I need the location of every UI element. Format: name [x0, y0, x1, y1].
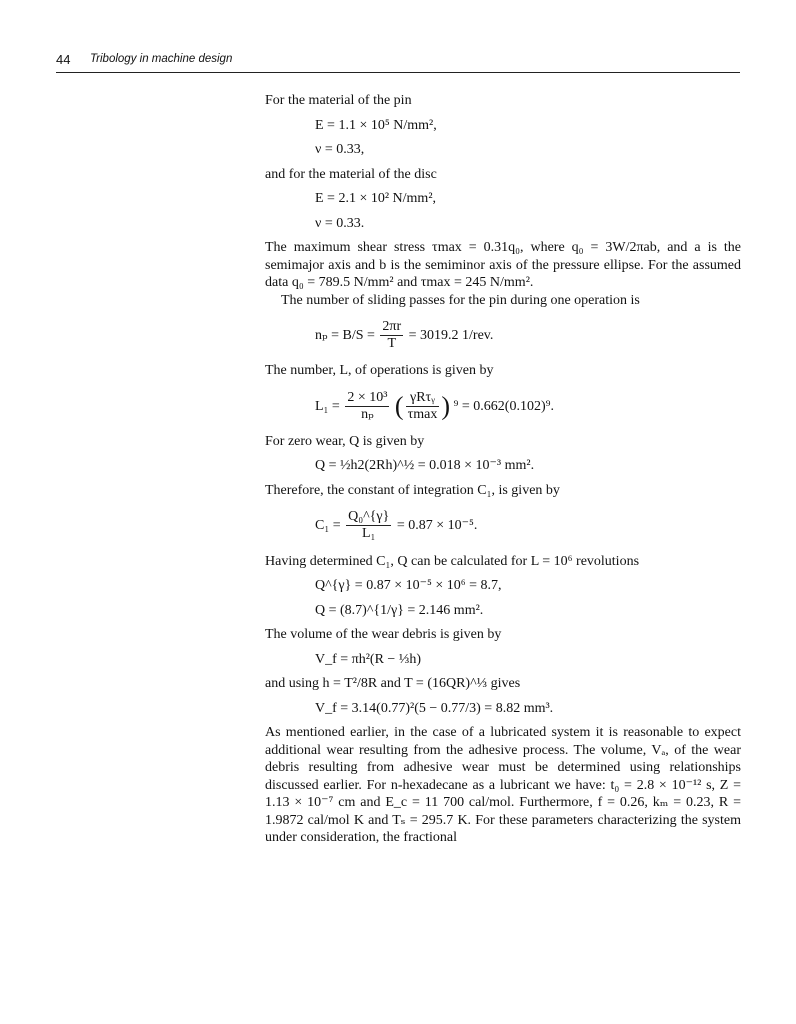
eq-l1-fraction: [345, 390, 389, 423]
eq-np-lhs: nₚ = B/S =: [315, 327, 375, 343]
equation-sliding-passes: [315, 319, 741, 352]
eq-c1-numerator: Q₀^{γ}: [346, 509, 391, 526]
equation-disc-modulus: E = 2.1 × 10² N/mm²,: [315, 191, 437, 206]
paragraph-debris-volume: The volume of the wear debris is given by: [265, 627, 502, 643]
paragraph-using-h: and using h = T²/8R and T = (16QR)^⅓ gives: [265, 676, 521, 692]
eq-l1-numerator: 2 × 10³: [345, 390, 389, 407]
eq-l1-inner-numerator: γRτᵧ: [406, 390, 440, 407]
page-header: [56, 52, 740, 80]
equation-zero-wear: Q = ½h2(2Rh)^½ = 0.018 × 10⁻³ mm².: [315, 458, 535, 474]
paragraph-q-calculation: Having determined C₁, Q can be calculated for L = 10⁶ revolutions: [265, 553, 640, 569]
equation-debris-volume: V_f = πh²(R − ⅓h): [315, 651, 421, 667]
equation-integration-constant: [315, 509, 741, 542]
equation-pin-poisson: ν = 0.33,: [315, 142, 365, 157]
paragraph-sliding-passes: The number of sliding passes for the pin during one operation is: [281, 292, 640, 308]
eq-l1-open-paren: (: [394, 391, 404, 421]
eq-c1-denominator: L₁: [362, 526, 376, 542]
equation-disc-poisson: ν = 0.33.: [315, 215, 365, 231]
eq-l1-denominator: nₚ: [361, 406, 374, 422]
eq-c1-lhs: C₁ =: [315, 518, 341, 534]
eq-l1-close-paren: ): [441, 391, 450, 421]
equation-q-value: Q = (8.7)^{1/γ} = 2.146 mm².: [315, 602, 484, 618]
eq-l1-rhs: ⁹ = 0.662(0.102)⁹.: [453, 398, 554, 414]
paragraph-shear-stress: The maximum shear stress τmax = 0.31q₀, where q₀ = 3W/2πab, and a is the semimajor axis and b is the semiminor axis of the pressure ellipse. For the assumed data q₀ = 789.5 N/mm² and τmax = 245 N/mm².: [265, 240, 741, 290]
equation-operations: [315, 390, 741, 423]
equation-debris-result: V_f = 3.14(0.77)²(5 − 0.77/3) = 8.82 mm³.: [315, 700, 554, 716]
paragraph-integration-constant: Therefore, the constant of integration C₁, is given by: [265, 482, 560, 498]
paragraph-zero-wear: For zero wear, Q is given by: [265, 433, 425, 449]
header-rule: [56, 72, 740, 73]
eq-c1-fraction: [346, 509, 391, 542]
page-body: [265, 92, 741, 847]
eq-np-denominator: T: [387, 336, 397, 352]
paragraph-adhesive-wear: As mentioned earlier, in the case of a lubricated system it is reasonable to expect additional wear resulting from the adhesive process. The volume, Vₐ, of the wear debris resulting from adhesive wear must be determined using relationships discussed earlier. For n-hexadecane as a lubricant we have: t₀ = 2.8 × 10⁻¹² s, Z = 1.13 × 10⁻⁷ cm and E_c = 11 700 cal/mol. Furthermore, f = 0.26, kₘ = 0.23, R = 1.9872 cal/mol K and Tₛ = 295.7 K. For these parameters characterizing the system under consideration, the fractional: [265, 725, 741, 846]
running-title: Tribology in machine design: [90, 53, 233, 65]
paragraph-pin-material: For the material of the pin: [265, 93, 412, 108]
equation-q-gamma: Q^{γ} = 0.87 × 10⁻⁵ × 10⁶ = 8.7,: [315, 578, 502, 594]
paragraph-disc-material: and for the material of the disc: [265, 166, 437, 182]
page-number: 44: [56, 52, 71, 67]
eq-np-rhs: = 3019.2 1/rev.: [408, 327, 494, 343]
eq-np-fraction: [380, 319, 403, 352]
eq-c1-rhs: = 0.87 × 10⁻⁵.: [396, 518, 478, 534]
eq-np-numerator: 2πr: [380, 319, 403, 336]
eq-l1-inner-fraction: [406, 390, 440, 423]
eq-l1-inner-denominator: τmax: [407, 406, 438, 422]
paragraph-operations: The number, L, of operations is given by: [265, 363, 494, 379]
equation-pin-modulus: E = 1.1 × 10⁵ N/mm²,: [315, 117, 437, 133]
eq-l1-lhs: L₁ =: [315, 398, 340, 414]
